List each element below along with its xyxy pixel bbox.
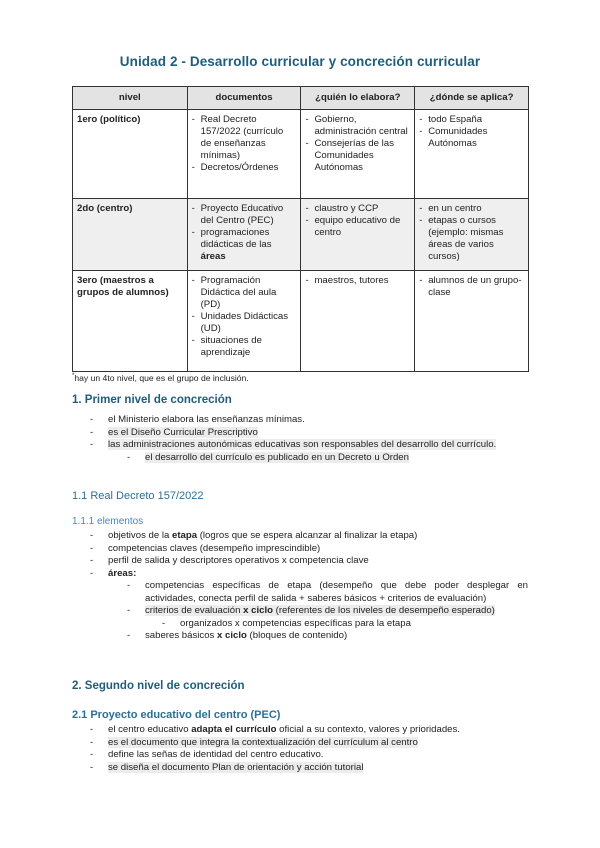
section-heading: 1. Primer nivel de concreción [72,394,232,406]
list-item: - competencias claves (desempeño imprescindible) [90,543,528,556]
level-cell: 3ero (maestros a grupos de alumnos) [73,271,188,372]
who-cell [301,199,415,271]
list-item-text: es el Diseño Curricular Prescriptivo [108,426,258,438]
subsection-heading: 1.1 Real Decreto 157/2022 [72,490,204,502]
table-row [73,110,529,199]
list-item: - perfil de salida y descriptores operativos x competencia clave [90,555,528,568]
list-item-text: programaciones didácticas de las [200,227,272,250]
where-cell [415,110,529,199]
section2-list [90,724,528,774]
list-item [90,530,528,543]
header-quien: ¿quién lo elabora? [301,87,415,110]
subsubsection-heading: 1.1.1 elementos [72,516,144,527]
header-documentos: documentos [187,87,301,110]
documents-cell [187,199,301,271]
list-item [90,630,528,643]
list-item-text: (bloques de contenido) [246,630,348,641]
list-item-text: saberes básicos [145,630,217,641]
list-item-text: se diseña el documento Plan de orientación y acción tutorial [108,761,364,773]
list-item-text: : [133,567,137,579]
list-item: - Comunidades Autónomas [419,126,524,150]
footnote-text: hay un 4to nivel, que es el grupo de inclusión. [74,373,249,383]
list-item [90,724,528,737]
level-cell: 2do (centro) [73,199,188,271]
bold-term: adapta el currículo [191,724,277,735]
bold-term: áreas [200,251,226,262]
list-item-text: las administraciones autonómicas educativas son responsables del desarrollo del currículo. [108,439,497,450]
footnote-mark: * [72,373,75,380]
header-donde: ¿dónde se aplica? [415,87,529,110]
documents-cell [187,110,301,199]
list-item: - Proyecto Educativo del Centro (PEC) [192,203,297,227]
list-item: - Programación Didáctica del aula (PD) [192,275,297,311]
list-item [90,737,528,750]
list-item: - maestros, tutores [305,275,410,287]
who-cell [301,110,415,199]
list-item: - alumnos de un grupo-clase [419,275,524,299]
list-item [90,439,528,452]
list-item-text: (logros que se espera alcanzar al finalizar la etapa) [197,530,418,541]
section11-list [90,530,528,643]
list-item-text [145,605,495,616]
documents-cell [187,271,301,372]
bold-term: x ciclo [243,605,273,616]
table-footnote [72,373,249,383]
list-item-text: el desarrollo del currículo es publicado en un Decreto u Orden [145,451,409,463]
list-item-text: objetivos de la [108,530,172,541]
table-row [73,271,529,372]
list-item: - Consejerías de las Comunidades Autónomas [305,138,410,174]
concretion-levels-table [72,86,529,372]
subsection-heading: 2.1 Proyecto educativo del centro (PEC) [72,709,281,721]
list-item-text: (referentes de los niveles de desempeño esperado) [273,605,495,616]
list-item: - equipo educativo de centro [305,215,410,239]
list-item: - todo España [419,114,524,126]
list-item: - en un centro [419,203,524,215]
list-item: - define las señas de identidad del centro educativo. [90,749,528,762]
bold-term: áreas [108,567,134,579]
bold-term: etapa [172,530,198,541]
list-item [90,427,528,440]
list-item [90,452,528,465]
list-item: - Gobierno, administración central [305,114,410,138]
table-row [73,199,529,271]
list-item-text: el Ministerio elabora las enseñanzas mínimas. [108,414,305,425]
list-item: - competencias específicas de etapa (desempeño que debe poder desplegar en actividades, conecta perfil de salida + saberes básicos + criterios de evaluación) [90,580,528,605]
list-item: - etapas o cursos (ejemplo: mismas áreas de varios cursos) [419,215,524,263]
bold-term: x ciclo [217,630,247,641]
list-item: - organizados x competencias específicas para la etapa [90,618,528,631]
list-item: - claustro y CCP [305,203,410,215]
table-header-row [73,87,529,110]
who-cell [301,271,415,372]
page-title: Unidad 2 - Desarrollo curricular y concreción curricular [119,54,481,69]
header-nivel: nivel [73,87,188,110]
list-item-text: criterios de evaluación [145,605,244,616]
list-item-text: es el documento que integra la contextualización del currículum al centro [108,736,418,748]
list-item [90,568,528,581]
list-item: - Unidades Didácticas (UD) [192,311,297,335]
section1-list [90,414,528,464]
list-item [90,414,528,427]
list-item: - Decretos/Órdenes [192,162,297,174]
list-item-text: el centro educativo [108,724,192,735]
list-item: - situaciones de aprendizaje [192,335,297,359]
list-item [192,227,297,263]
level-cell: 1ero (político) [73,110,188,199]
where-cell [415,271,529,372]
section-heading: 2. Segundo nivel de concreción [72,680,245,692]
where-cell [415,199,529,271]
list-item [90,605,528,618]
list-item [90,762,528,775]
list-item-text: oficial a su contexto, valores y prioridades. [276,724,460,735]
list-item: - Real Decreto 157/2022 (currículo de enseñanzas mínimas) [192,114,297,162]
